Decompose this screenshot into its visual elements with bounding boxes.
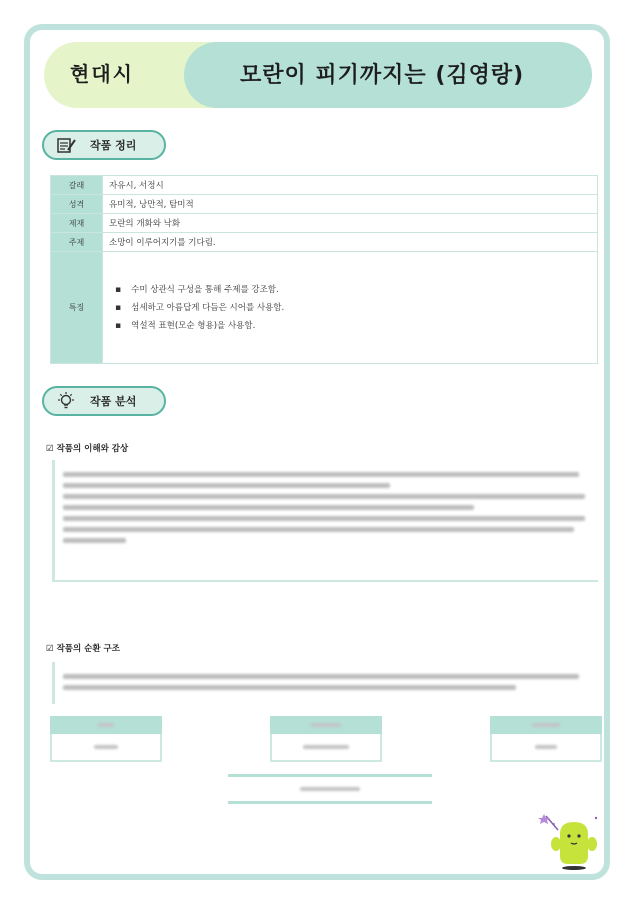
analysis-heading: ☑ 작품의 이해와 감상 [46,444,129,454]
row-key: 주제 [51,233,103,252]
structure-box-header [50,716,162,734]
blurred-text-line [63,505,474,510]
section-label: 작품 정리 [90,139,137,152]
section-work-summary [42,130,166,160]
header-banner [44,42,592,108]
blurred-text-line [63,516,585,521]
list-item: ▪ 수미 상관식 구성을 통해 주제를 강조함. [115,281,597,299]
row-value: 자유시, 서정시 [103,176,598,195]
list-item: ▪ 섬세하고 아름답게 다듬은 시어를 사용함. [115,299,597,317]
blurred-text-line [63,674,579,679]
section-work-analysis [42,386,166,416]
features-list [109,281,597,335]
table-row [51,176,598,195]
memo-pencil-icon [56,135,76,155]
row-value: 유미적, 낭만적, 탐미적 [103,195,598,214]
structure-box-body [50,734,162,762]
table-row [51,233,598,252]
structure-heading: ☑ 작품의 순환 구조 [46,644,120,654]
row-value: 소망이 이루어지기를 기다림. [103,233,598,252]
structure-box-header [270,716,382,734]
structure-box-left [50,716,162,762]
row-value: 모란의 개화와 낙화 [103,214,598,233]
page-title: 모란이 피기까지는 (김영랑) [240,63,525,88]
table-row [51,214,598,233]
structure-box-header [490,716,602,734]
table-row-features [51,252,598,364]
structure-text-block [52,662,598,704]
structure-box-center [270,716,382,762]
table-row [51,195,598,214]
structure-box-right [490,716,602,762]
lightbulb-icon [56,391,76,411]
blurred-text-line [63,538,126,543]
row-key: 제재 [51,214,103,233]
structure-box-body [490,734,602,762]
row-key: 갈래 [51,176,103,195]
row-key: 특징 [51,252,103,364]
row-key: 성격 [51,195,103,214]
list-item: ▪ 역설적 표현(모순 형용)을 사용함. [115,317,597,335]
blurred-text-line [63,472,579,477]
structure-box-body [270,734,382,762]
blurred-text-line [63,527,574,532]
page-frame [24,24,610,880]
row-value [103,252,598,364]
blurred-text-line [63,685,516,690]
blurred-text-line [63,494,585,499]
mascot-icon [538,814,600,870]
genre-label: 현대시 [70,62,134,86]
work-info-table [50,175,598,364]
structure-summary-bar [228,774,432,804]
section-label: 작품 분석 [90,395,137,408]
blurred-text-line [63,483,390,488]
analysis-text-block [52,460,598,582]
